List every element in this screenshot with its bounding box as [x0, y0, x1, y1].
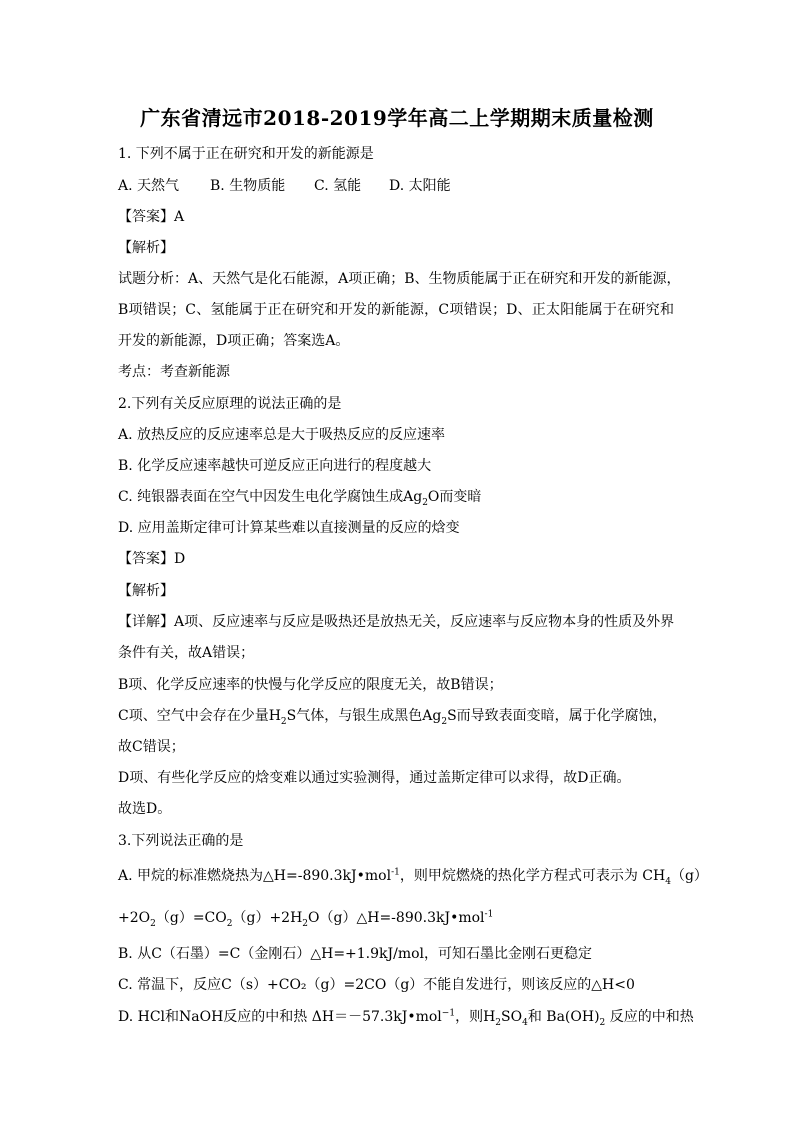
q3-d-text: D. HCl和NaOH反应的中和热 ΔH＝－57.3kJ•mol	[118, 1009, 442, 1025]
q2-option-d: D. 应用盖斯定律可计算某些难以直接测量的反应的焓变	[118, 520, 460, 536]
q3-a-text: A. 甲烷的标准燃烧热为△H=-890.3kJ•mol	[118, 868, 392, 884]
q3-a-text: O（g）△H=-890.3kJ•mol	[308, 910, 485, 926]
q3-a-text: ，则甲烷燃烧的热化学方程式可表示为 CH	[399, 868, 666, 884]
q2-option-c	[118, 488, 481, 506]
q1-option-a: A. 天然气	[118, 178, 180, 194]
q2-detail-line: 故C错误；	[118, 739, 185, 755]
q2-option-a: A. 放热反应的反应速率总是大于吸热反应的反应速率	[118, 427, 446, 443]
q2-analysis-header: 【解析】	[118, 583, 174, 599]
q2-detail-line: 条件有关，故A错误；	[118, 645, 255, 661]
q2-stem: 2.下列有关反应原理的说法正确的是	[118, 396, 342, 412]
q2-option-b: B. 化学反应速率越快可逆反应正向进行的程度越大	[118, 458, 432, 474]
q3-a-sub: 4	[665, 876, 671, 887]
q2-detail-text: S而导致表面变暗，属于化学腐蚀，	[447, 708, 667, 724]
q2-detail-sub: 2	[280, 716, 287, 727]
q2-detail-text: S气体，与银生成黑色Ag	[286, 708, 442, 724]
q3-d-sup: −1	[441, 1008, 456, 1019]
q1-analysis-line: 试题分析：A、天然气是化石能源，A项正确；B、生物质能属于正在研究和开发的新能源，	[118, 271, 681, 287]
q3-option-a-line2	[118, 909, 493, 927]
q3-d-text: 反应的中和热	[605, 1009, 694, 1025]
q3-stem: 3.下列说法正确的是	[118, 833, 244, 849]
q3-option-d	[118, 1008, 694, 1026]
q3-a-text: +2O	[118, 910, 151, 926]
q1-analysis-line: 开发的新能源，D项正确；答案选A。	[118, 333, 350, 349]
q2-option-c-sub: 2	[422, 497, 428, 508]
q3-a-text: （g）+2H	[232, 910, 303, 926]
q1-option-d: D. 太阳能	[389, 178, 451, 194]
q1-options	[118, 177, 451, 195]
q1-option-b: B. 生物质能	[210, 178, 286, 194]
q1-stem: 1. 下列不属于正在研究和开发的新能源是	[118, 146, 374, 162]
q3-d-sub: 2	[495, 1017, 502, 1028]
q3-a-sup: -1	[391, 867, 400, 878]
q3-d-sub: 4	[522, 1017, 528, 1028]
q3-d-text: 和 Ba(OH)	[527, 1009, 600, 1025]
q1-answer: 【答案】A	[118, 209, 185, 225]
q1-analysis-header: 【解析】	[118, 240, 174, 256]
q2-detail-line-chem	[118, 707, 667, 725]
q2-detail-sub: 2	[441, 716, 448, 727]
q2-answer: 【答案】D	[118, 551, 186, 567]
q1-kaodian: 考点：考查新能源	[118, 364, 230, 380]
q3-d-text: SO	[501, 1009, 523, 1025]
q3-d-text: ，则H	[455, 1009, 496, 1025]
q3-option-a-line1	[118, 867, 708, 885]
q3-a-sub: 2	[150, 918, 156, 929]
q1-analysis-line: B项错误；C、氢能属于正在研究和开发的新能源，C项错误；D、正太阳能属于在研究和	[118, 302, 674, 318]
page-title: 广东省清远市2018-2019学年高二上学期期末质量检测	[140, 106, 654, 130]
q1-option-c: C. 氢能	[314, 178, 362, 194]
q3-option-c: C. 常温下，反应C（s）+CO₂（g）=2CO（g）不能自发进行，则该反应的△H<0	[118, 977, 635, 993]
q2-detail-text: C项、空气中会存在少量H	[118, 708, 281, 724]
q2-detail-line: 【详解】A项、反应速率与反应是吸热还是放热无关，反应速率与反应物本身的性质及外界	[118, 614, 675, 630]
q2-option-c-tail: O而变暗	[427, 489, 482, 505]
q3-option-b: B. 从C（石墨）=C（金刚石）△H=+1.9kJ/mol，可知石墨比金刚石更稳定	[118, 946, 593, 962]
q3-a-sub: 2	[226, 918, 233, 929]
q3-a-sup: -1	[484, 909, 494, 920]
q3-a-sub: 2	[302, 918, 309, 929]
q3-d-sub: 2	[599, 1017, 606, 1028]
q3-a-text: （g）	[670, 868, 708, 884]
q2-option-c-text: C. 纯银器表面在空气中因发生电化学腐蚀生成Ag	[118, 489, 423, 505]
q2-detail-line: 故选D。	[118, 801, 172, 817]
q2-detail-line: D项、有些化学反应的焓变难以通过实验测得，通过盖斯定律可以求得，故D正确。	[118, 770, 631, 786]
q3-a-text: （g）=CO	[155, 910, 227, 926]
q2-detail-line: B项、化学反应速率的快慢与化学反应的限度无关，故B错误；	[118, 677, 503, 693]
